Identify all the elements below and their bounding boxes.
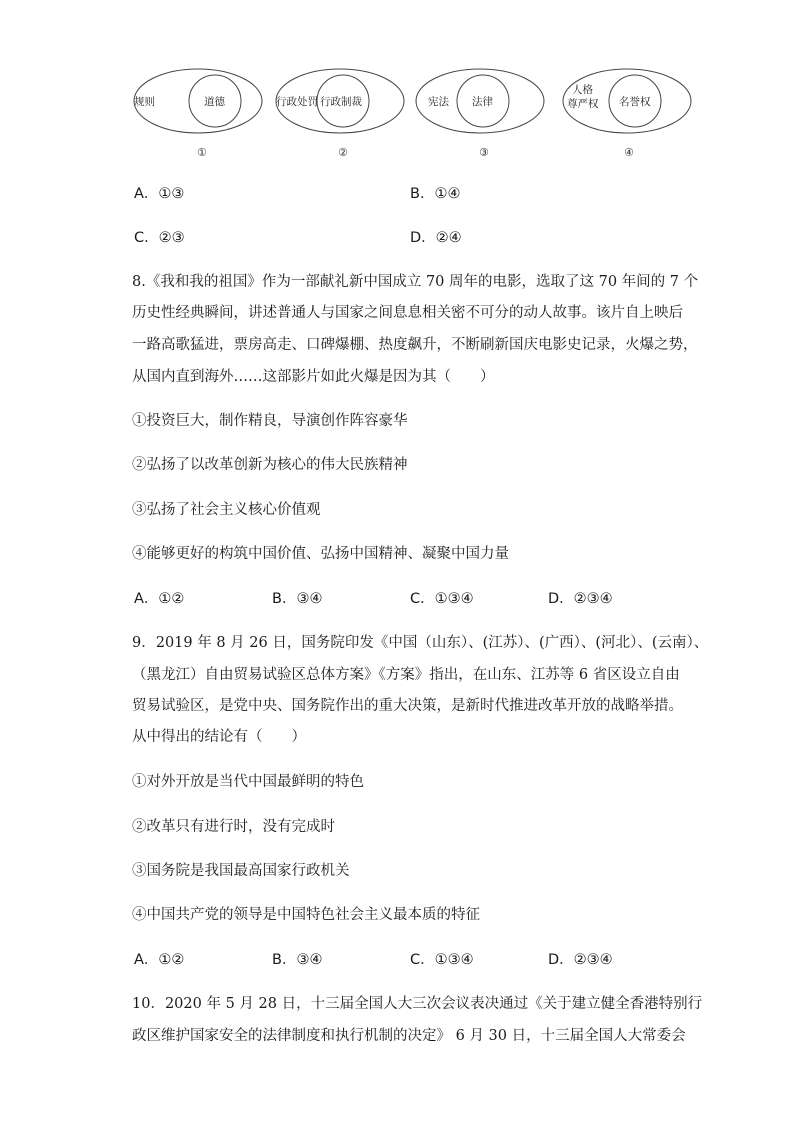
q8-statement-4: ④能够更好的构筑中国价值、弘扬中国精神、凝聚中国力量 [132,546,509,562]
q9-statement-4: ④中国共产党的领导是中国特色社会主义最本质的特征 [132,907,480,923]
diagram-3 [416,69,544,159]
q9-option-d[interactable]: D．②③④ [548,952,613,968]
q8-stem-line-2: 历史性经典瞬间，讲述普通人与国家之间息息相关密不可分的动人故事。该片自上映后 [132,305,683,321]
diagram-4 [563,69,691,159]
q9-option-c[interactable]: C．①③④ [410,952,474,968]
diagram-2-outer-label: 行政处罚 [276,96,318,108]
diagram-1-number: ① [197,146,207,159]
q8-stem-line-3: 一路高歌猛进，票房高走、口碑爆棚、热度飙升，不断刷新国庆电影史记录，火爆之势， [132,337,698,353]
q9-option-a[interactable]: A．①② [134,952,185,968]
diagram-3-number: ③ [479,146,489,159]
q8-statement-1: ①投资巨大，制作精良，导演创作阵容豪华 [132,413,408,429]
q10-stem-line-1: 10．2020 年 5 月 28 日，十三届全国人大三次会议表决通过《关于建立健全香港特别行 [132,996,703,1012]
diagram-2-number: ② [338,146,348,159]
q7-option-b[interactable]: B．①④ [410,186,461,202]
q9-statement-1: ①对外开放是当代中国最鲜明的特色 [132,774,364,790]
q8-option-c[interactable]: C．①③④ [410,591,474,607]
q8-statement-3: ③弘扬了社会主义核心价值观 [132,502,321,518]
diagram-2 [276,69,404,159]
q8-option-b[interactable]: B．③④ [272,591,323,607]
q9-option-b[interactable]: B．③④ [272,952,323,968]
q8-statement-2: ②弘扬了以改革创新为核心的伟大民族精神 [132,457,408,473]
q8-stem-line-1: 8.《我和我的祖国》作为一部献礼新中国成立 70 周年的电影，选取了这 70 年间的 7 个 [132,274,699,290]
q7-option-a[interactable]: A．①③ [134,186,185,202]
venn-diagrams [130,64,700,164]
diagram-4-outer-label-line2: 尊严权 [567,98,599,110]
diagram-3-inner-label: 法律 [472,96,493,108]
q8-option-d[interactable]: D．②③④ [548,591,613,607]
q9-stem-line-4: 从中得出的结论有（ ） [132,729,306,745]
q7-option-c[interactable]: C．②③ [134,230,185,246]
q8-stem-line-4: 从国内直到海外……这部影片如此火爆是因为其（ ） [132,369,495,385]
diagram-3-outer-label: 宪法 [428,96,449,108]
q9-stem-line-1: 9．2019 年 8 月 26 日，国务院印发《中国（山东）、(江苏）、(广西）、(河北）、(云南）、 [132,635,709,651]
diagram-4-inner-label: 名誉权 [619,96,651,108]
diagram-1-inner-label: 道德 [204,96,225,108]
q8-option-a[interactable]: A．①② [134,591,185,607]
diagram-1 [134,69,262,159]
q9-statement-3: ③国务院是我国最高国家行政机关 [132,863,350,879]
q9-statement-2: ②改革只有进行时，没有完成时 [132,819,335,835]
diagram-4-outer-label-line1: 人格 [572,84,593,96]
q9-stem-line-2: （黑龙江）自由贸易试验区总体方案》《方案》指出，在山东、江苏等 6 省区设立自由 [132,667,680,683]
q10-stem-line-2: 政区维护国家安全的法律制度和执行机制的决定》 6 月 30 日，十三届全国人大常委会 [132,1028,686,1044]
q7-option-d[interactable]: D．②④ [410,230,462,246]
diagram-2-inner-label: 行政制裁 [320,96,362,108]
diagram-4-number: ④ [624,146,634,159]
diagram-1-outer-label: 规则 [134,96,155,108]
q9-stem-line-3: 贸易试验区，是党中央、国务院作出的重大决策，是新时代推进改革开放的战略举措。 [132,698,683,714]
